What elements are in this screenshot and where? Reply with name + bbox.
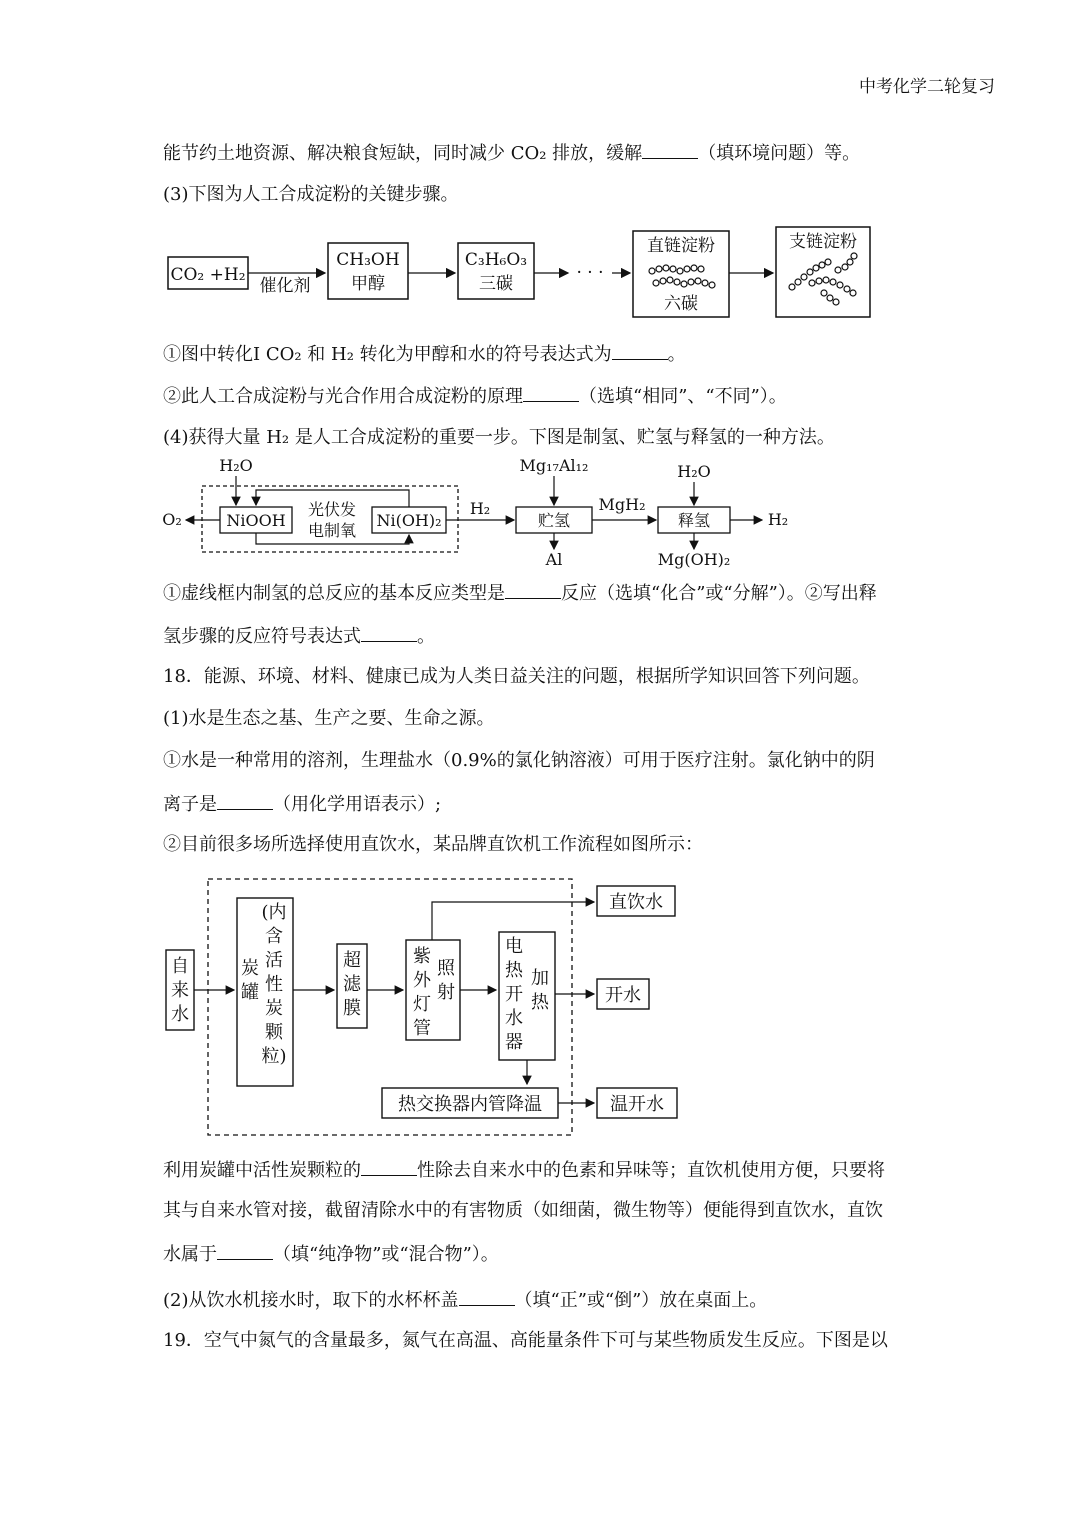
h2-label: H₂ (469, 499, 491, 518)
text: 利用炭罐中活性炭颗粒的 (163, 1160, 361, 1181)
answer-blank[interactable] (217, 791, 273, 810)
amylose-title: 直链淀粉 (647, 236, 715, 256)
boiler-char: 热 (505, 960, 523, 981)
tank-char: 炭 (265, 998, 283, 1019)
uv-char: 管 (413, 1018, 431, 1039)
text: 。 (417, 626, 435, 647)
question-18-item1-line2 (163, 791, 441, 817)
text: （选填“相同”、“不同”）。 (579, 386, 787, 407)
tank-char: 性 (265, 974, 283, 995)
direct-water-label: 直饮水 (609, 892, 663, 913)
boiler-char: 水 (505, 1008, 523, 1029)
answer-blank[interactable] (361, 623, 417, 642)
tap-char: 自 (171, 956, 189, 977)
uf-char: 滤 (343, 974, 361, 995)
mg17al12-label: Mg₁₇Al₁₂ (519, 456, 589, 475)
boiler-char: 开 (505, 984, 523, 1005)
text: ②此人工合成淀粉与光合作用合成淀粉的原理 (163, 386, 523, 407)
mgh2-label: MgH₂ (598, 495, 646, 514)
warm-water-label: 温开水 (610, 1094, 664, 1115)
tap-char: 来 (171, 980, 189, 1001)
question-18-text-line2: 其与自来水管对接，截留清除水中的有害物质（如细菌，微生物等）便能得到直饮水，直饮 (163, 1200, 883, 1221)
water-dispenser-flow-diagram (160, 872, 700, 1142)
text: ①虚线框内制氢的总反应的基本反应类型是 (163, 583, 505, 604)
uv-char: 灯 (413, 994, 431, 1015)
amylopectin-branch-icon (789, 253, 857, 305)
question-3-intro: (3)下图为人工合成淀粉的关键步骤。 (163, 184, 459, 205)
starch-synthesis-diagram (160, 225, 880, 325)
text: (2)从饮水机接水时，取下的水杯杯盖 (163, 1290, 459, 1311)
tank-char: 罐 (241, 982, 259, 1003)
question-18-item1-line1: ①水是一种常用的溶剂，生理盐水（0.9%的氯化钠溶液）可用于医疗注射。氯化钠中的阴 (163, 750, 875, 771)
ellipsis: · · · (576, 263, 604, 283)
uf-char: 超 (343, 950, 361, 971)
boiled-water-label: 开水 (605, 985, 641, 1006)
boiler-char: 器 (505, 1032, 523, 1053)
pv-line2: 电制氧 (307, 521, 357, 540)
boiler-char: 加 (531, 968, 549, 989)
text: 。 (667, 344, 686, 365)
question-18-text-line1 (163, 1157, 885, 1183)
page-header: 中考化学二轮复习 (859, 77, 995, 97)
question-18-title: 18．能源、环境、材料、健康已成为人类日益关注的问题，根据所学知识回答下列问题。 (163, 666, 870, 687)
arrow-to-direct (432, 902, 594, 940)
store-label: 贮氢 (537, 511, 571, 530)
amylose-sub: 六碳 (664, 294, 698, 314)
o2-output: O₂ (162, 510, 182, 529)
question-4-1 (163, 580, 877, 606)
tank-char: 含 (265, 926, 283, 947)
text: ①图中转化Ⅰ CO₂ 和 H₂ 转化为甲醇和水的符号表达式为 (163, 344, 612, 365)
answer-blank[interactable] (612, 341, 668, 360)
answer-blank[interactable] (361, 1157, 417, 1176)
boiler-char: 热 (531, 992, 549, 1013)
answer-blank[interactable] (505, 580, 561, 599)
release-label: 释氢 (677, 511, 711, 530)
hydrogen-diagram (160, 452, 800, 572)
catalyst-label: 催化剂 (259, 276, 311, 296)
h2o-release-input: H₂O (677, 462, 711, 481)
text: （填环境问题）等。 (698, 143, 861, 164)
question-18-item2: ②目前很多场所选择使用直饮水，某品牌直饮机工作流程如图所示： (163, 834, 703, 855)
nioh2-label: Ni(OH)₂ (376, 511, 442, 530)
niooh-label: NiOOH (226, 511, 286, 530)
h2o-input: H₂O (219, 456, 253, 475)
uv-char: 照 (437, 958, 455, 979)
uv-char: 外 (413, 970, 431, 991)
boiler-char: 电 (505, 936, 523, 957)
text: 能节约土地资源、解决粮食短缺，同时减少 CO₂ 排放，缓解 (163, 143, 643, 164)
co2-h2-label: CO₂ +H₂ (170, 265, 246, 285)
question-18-sub1: (1)水是生态之基、生产之要、生命之源。 (163, 708, 495, 729)
h2-output: H₂ (767, 510, 789, 529)
tank-char: (内 (261, 902, 287, 923)
heat-exchanger-label: 热交换器内管降温 (398, 1094, 542, 1115)
question-3-1 (163, 341, 686, 367)
question-18-text-line3 (163, 1241, 499, 1267)
uf-char: 膜 (343, 998, 361, 1019)
text: （用化学用语表示）; (273, 794, 442, 815)
uv-char: 射 (437, 982, 455, 1003)
question-4-intro: (4)获得大量 H₂ 是人工合成淀粉的重要一步。下图是制氢、贮氢与释氢的一种方法。 (163, 427, 835, 448)
paragraph-line (163, 140, 860, 166)
amylose-chain-icon (649, 265, 715, 288)
answer-blank[interactable] (459, 1287, 515, 1306)
text: （填“正”或“倒”）放在桌面上。 (514, 1290, 768, 1311)
tank-char: 粒) (261, 1046, 287, 1067)
text: 氢步骤的反应符号表达式 (163, 626, 361, 647)
question-19: 19．空气中氮气的含量最多，氮气在高温、高能量条件下可与某些物质发生反应。下图是以 (163, 1330, 888, 1351)
question-18-2 (163, 1287, 767, 1313)
mgoh2-output: Mg(OH)₂ (657, 550, 731, 569)
answer-blank[interactable] (523, 383, 579, 402)
text: 性除去自来水中的色素和异味等；直饮机使用方便，只要将 (417, 1160, 885, 1181)
three-carbon-formula: C₃H₆O₃ (464, 250, 528, 270)
pv-line1: 光伏发 (307, 500, 357, 519)
question-4-2 (163, 623, 435, 649)
answer-blank[interactable] (217, 1241, 273, 1260)
text: 水属于 (163, 1244, 217, 1265)
answer-blank[interactable] (642, 140, 698, 159)
uv-char: 紫 (413, 946, 431, 967)
three-carbon-name: 三碳 (479, 274, 513, 294)
question-3-2 (163, 383, 787, 409)
text: 反应（选填“化合”或“分解”）。②写出释 (561, 583, 877, 604)
methanol-formula: CH₃OH (336, 250, 400, 270)
al-output: Al (545, 550, 563, 569)
tank-char: 炭 (241, 958, 259, 979)
tap-char: 水 (171, 1004, 189, 1025)
tank-char: 颗 (265, 1022, 283, 1043)
amylopectin-title: 支链淀粉 (789, 232, 857, 252)
text: （填“纯净物”或“混合物”）。 (273, 1244, 499, 1265)
methanol-name: 甲醇 (351, 274, 385, 294)
text: 离子是 (163, 794, 217, 815)
tank-char: 活 (265, 950, 283, 971)
